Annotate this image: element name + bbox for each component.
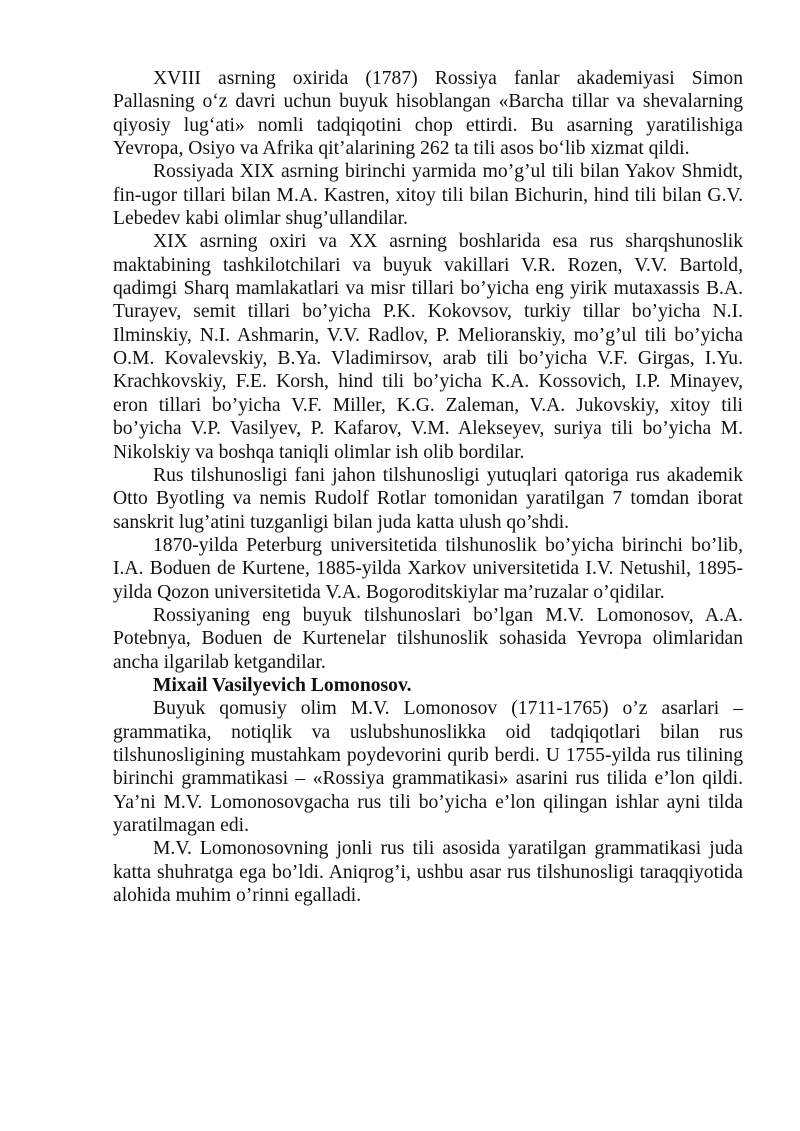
paragraph-sanskrit-dictionary: Rus tilshunosligi fani jahon tilshunosligi yutuqlari qatoriga rus akademik Otto Byotling va nemis Rudolf Rotlar tomonidan yaratilgan 7 tomdan iborat sanskrit lug’atini tuzganligi bilan juda katta ulush qo’shdi. xyxy=(113,464,743,533)
paragraph-university-lectures: 1870-yilda Peterburg universitetida tilshunoslik bo’yicha birinchi bo’lib, I.A. Boduen de Kurtene, 1885-yilda Xarkov universitetida I.V. Netushil, 1895-yilda Qozon universitetida V.A. Bogoroditskiylar ma’ruzalar o’qidilar. xyxy=(113,534,743,603)
paragraph-great-linguists: Rossiyaning eng buyuk tilshunoslari bo’lgan M.V. Lomonosov, A.A. Potebnya, Boduen de Kurtenelar tilshunoslik sohasida Yevropa olimlaridan ancha ilgarilab ketgandilar. xyxy=(113,604,743,673)
paragraph-lomonosov-grammar: Buyuk qomusiy olim M.V. Lomonosov (1711-1765) o’z asarlari – grammatika, notiqlik va uslubshunoslikka oid tadqiqotlari bilan rus tilshunosligining mustahkam poydevorini qurib berdi. U 1755-yilda rus tilining birinchi grammatikasi – «Rossiya grammatikasi» asarini rus tilida e’lon qildi. Ya’ni M.V. Lomonosovgacha rus tili bo’yicha e’lon qilingan ishlar ayni tilda yaratilmagan edi. xyxy=(113,698,743,836)
document-page xyxy=(113,67,743,907)
paragraph-lomonosov-fame: M.V. Lomonosovning jonli rus tili asosida yaratilgan grammatikasi juda katta shuhratga ega bo’ldi. Aniqrog’i, ushbu asar rus tilshunosligi taraqqiyotida alohida muhim o’rinni egalladi. xyxy=(113,838,743,907)
paragraph-pallas-dictionary: XVIII asrning oxirida (1787) Rossiya fanlar akademiyasi Simon Pallasning o‘z davri uchun buyuk hisoblangan «Barcha tillar va shevalarning qiyosiy lug‘ati» nomli tadqiqotini chop ettirdi. Bu asarning yaratilishiga Yevropa, Osiyo va Afrika qit’alarining 262 ta tili asos bo‘lib xizmat qildi. xyxy=(113,68,743,160)
paragraph-19th-century-orientalists: Rossiyada XIX asrning birinchi yarmida mo’g’ul tili bilan Yakov Shmidt, fin-ugor tillari bilan M.A. Kastren, xitoy tili bilan Bichurin, hind tili bilan G.V. Lebedev kabi olimlar shug’ullandilar. xyxy=(113,161,743,230)
paragraph-oriental-school: XIX asrning oxiri va XX asrning boshlarida esa rus sharqshunoslik maktabining tashkilotchilari va buyuk vakillari V.R. Rozen, V.V. Bartold, qadimgi Sharq mamlakatlari va misr tillari bo’yicha eng yirik mutaxassis B.A. Turayev, semit tillari bo’yicha P.K. Kokovsov, turkiy tillar bo’yicha N.I. Ilminskiy, N.I. Ashmarin, V.V. Radlov, P. Melioranskiy, mo’g’ul tili bo’yicha O.M. Kovalevskiy, B.Ya. Vladimirsov, arab tili bo’yicha V.F. Girgas, I.Yu. Krachkovskiy, F.E. Korsh, hind tili bo’yicha K.A. Kossovich, I.P. Minayev, eron tillari bo’yicha V.F. Miller, K.G. Zaleman, V.A. Jukovskiy, xitoy tili bo’yicha V.P. Vasilyev, P. Kafarov, V.M. Alekseyev, suriya tili bo’yicha M. Nikolskiy va boshqa taniqli olimlar ish olib bordilar. xyxy=(113,231,743,463)
section-heading-lomonosov: Mixail Vasilyevich Lomonosov. xyxy=(153,674,412,696)
